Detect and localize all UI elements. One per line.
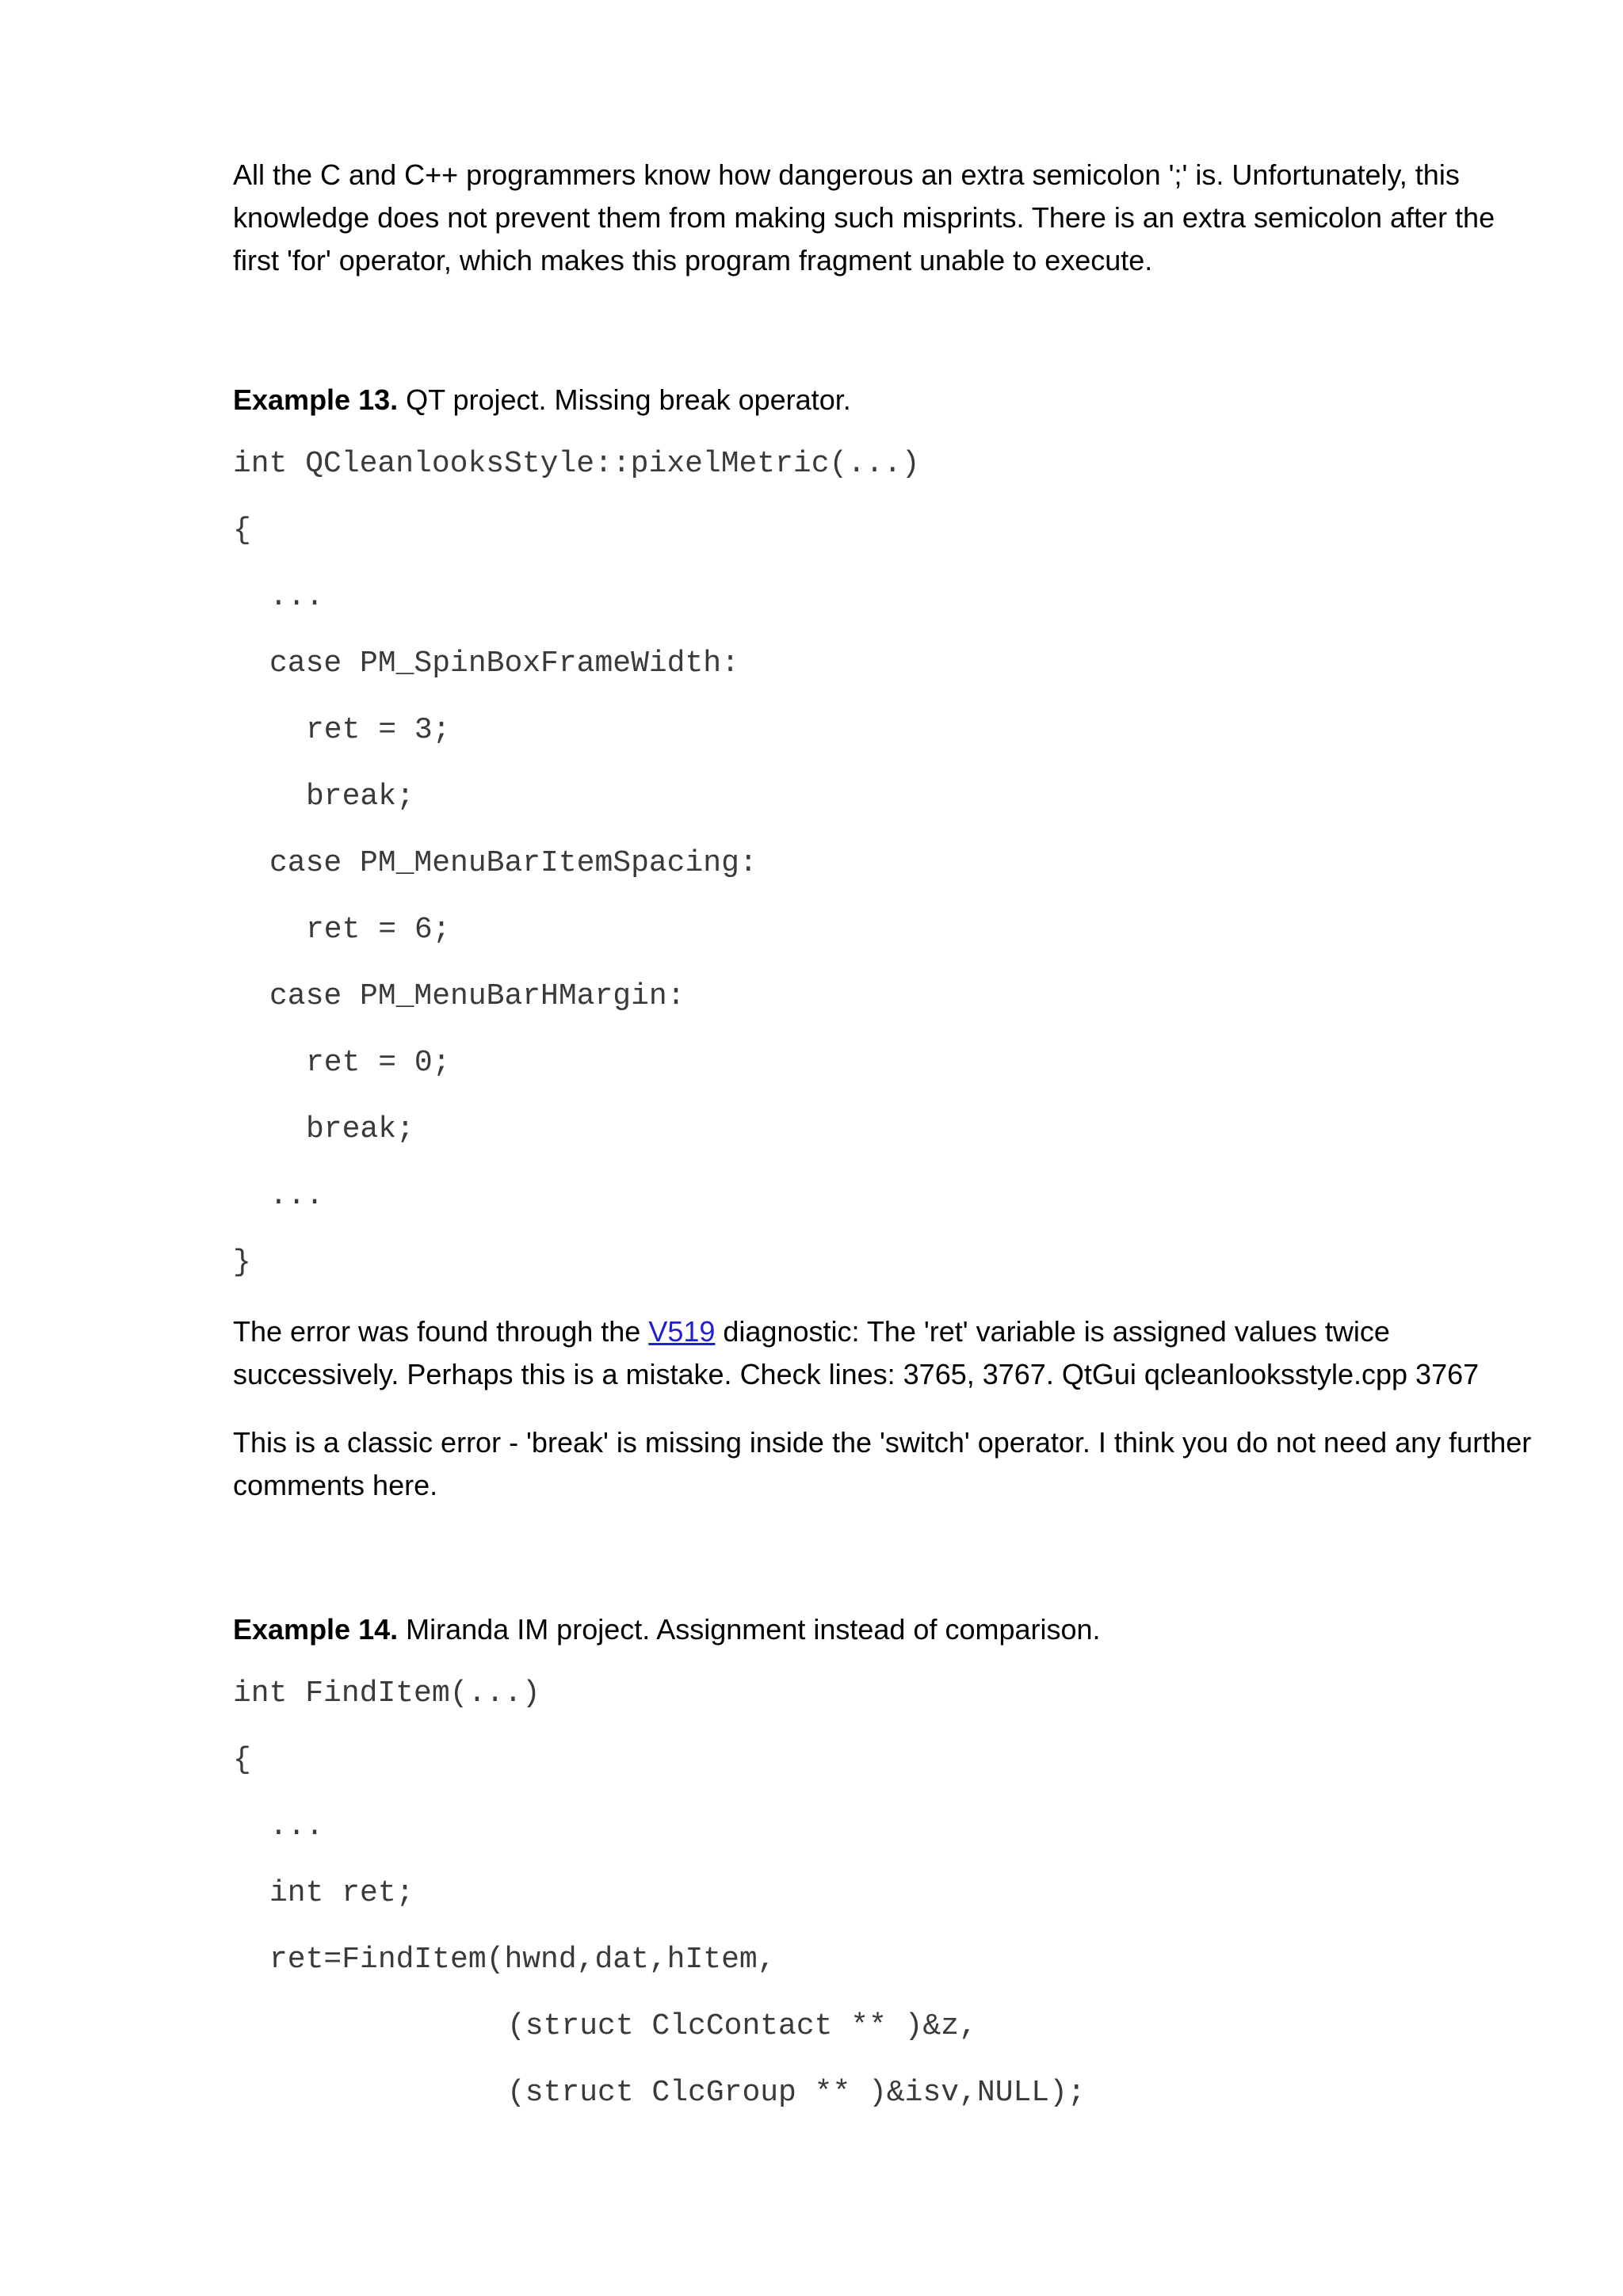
code-line: ... xyxy=(269,580,324,614)
example-13-label: Example 13. xyxy=(233,383,399,416)
code-line: { xyxy=(233,1743,251,1777)
code-line: case PM_MenuBarHMargin: xyxy=(269,979,685,1013)
code-line: ret = 3; xyxy=(306,713,451,747)
code-line: int QCleanlooksStyle::pixelMetric(...) xyxy=(233,447,920,481)
example-13-heading xyxy=(233,379,1533,421)
code-line: ret = 6; xyxy=(306,913,451,947)
intro-paragraph: All the C and C++ programmers know how dangerous an extra semicolon ';' is. Unfortunately, this knowledge does not prevent them from making such misprints. There is an extra semicolon after the first 'for' operator, which makes this program fragment unable to execute. xyxy=(233,158,1495,277)
diagnostic-text-before: The error was found through the xyxy=(233,1315,649,1348)
code-line: int FindItem(...) xyxy=(233,1676,540,1711)
code-line: ... xyxy=(269,1179,324,1213)
code-line: ret=FindItem(hwnd,dat,hItem, xyxy=(269,1943,776,1977)
code-line: (struct ClcGroup ** )&isv,NULL); xyxy=(507,2076,1086,2110)
example-14-title: Miranda IM project. Assignment instead of comparison. xyxy=(398,1613,1101,1646)
code-line: case PM_MenuBarItemSpacing: xyxy=(269,846,758,880)
diagnostic-text-after: diagnostic: The 'ret' variable is assigned values twice successively. Perhaps this is a mistake. Check lines: 3765, 3767. QtGui qcleanlooksstyle.cpp 3767 xyxy=(233,1315,1480,1390)
code-line: } xyxy=(233,1245,251,1280)
example-14-heading xyxy=(233,1608,1533,1651)
code-line: (struct ClcContact ** )&z, xyxy=(507,2009,977,2043)
example-14-label: Example 14. xyxy=(233,1613,399,1646)
code-line: int ret; xyxy=(269,1876,414,1910)
code-line: ... xyxy=(269,1810,324,1844)
code-line: case PM_SpinBoxFrameWidth: xyxy=(269,646,739,681)
code-line: break; xyxy=(306,780,414,814)
diagnostic-paragraph xyxy=(233,1310,1533,1396)
example-13-title: QT project. Missing break operator. xyxy=(398,383,851,416)
comment-paragraph: This is a classic error - 'break' is missing inside the 'switch' operator. I think you do not need any further comments here. xyxy=(233,1426,1532,1501)
v519-diagnostic-link[interactable]: V519 xyxy=(648,1315,716,1348)
code-line: { xyxy=(233,513,251,547)
code-line: break; xyxy=(306,1112,414,1146)
code-line: ret = 0; xyxy=(306,1046,451,1080)
